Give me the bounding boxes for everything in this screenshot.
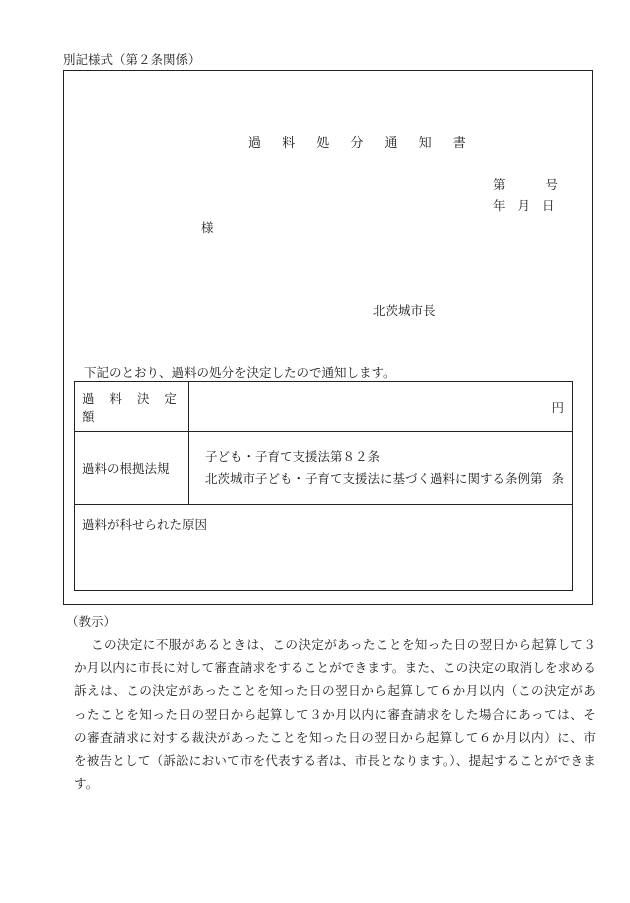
basis-law-2-suffix: 条: [551, 471, 564, 486]
basis-label: 過料の根拠法規: [75, 432, 189, 505]
issuer-name: 北茨城市長: [373, 303, 436, 318]
addressee-suffix: 様: [201, 220, 214, 235]
basis-laws-cell: [189, 432, 573, 505]
notice-label: （教示）: [66, 614, 117, 629]
intro-text: 下記のとおり、過料の処分を決定したので通知します。: [84, 365, 396, 380]
table-row-basis: [75, 432, 573, 505]
table-row-cause: [75, 505, 573, 591]
number-prefix: 第: [493, 177, 506, 192]
basis-law-2: 北茨城市子ども・子育て支援法に基づく過料に関する条例第: [205, 471, 543, 486]
document-title: 過 料 処 分 通 知 書: [248, 136, 475, 151]
notice-body: この決定に不服があるときは、この決定があったことを知った日の翌日から起算して３か月以内に市長に対して審査請求をすることができます。また、この決定の取消しを求める訴えは、この決定があったことを知った日の翌日から起算して６か月以内（この決定があったことを知った日の翌日から起算して３か月以内に審査請求をした場合にあっては、その審査請求に対する裁決があったことを知った日の翌日から起算して６か月以内）に、市を被告として（訴訟において市を代表する者は、市長となります。）、提起することができます。: [74, 637, 596, 792]
form-label: 別記様式（第２条関係）: [63, 52, 201, 67]
amount-value-cell: [189, 382, 573, 432]
cause-label: 過料が科せられた原因: [75, 505, 573, 591]
date-day: 日: [542, 198, 555, 213]
amount-label: 過 料 決 定 額: [75, 382, 189, 432]
date-line: [493, 196, 555, 214]
amount-unit: 円: [551, 399, 564, 415]
detail-table: [74, 381, 573, 591]
number-suffix: 号: [545, 177, 559, 192]
table-row-amount: [75, 382, 573, 432]
date-year: 年: [493, 198, 506, 213]
date-month: 月: [517, 198, 531, 213]
basis-law-2-line: [205, 468, 572, 490]
basis-law-1: 子ども・子育て支援法第８２条: [205, 449, 381, 464]
document-number-line: [493, 175, 558, 193]
